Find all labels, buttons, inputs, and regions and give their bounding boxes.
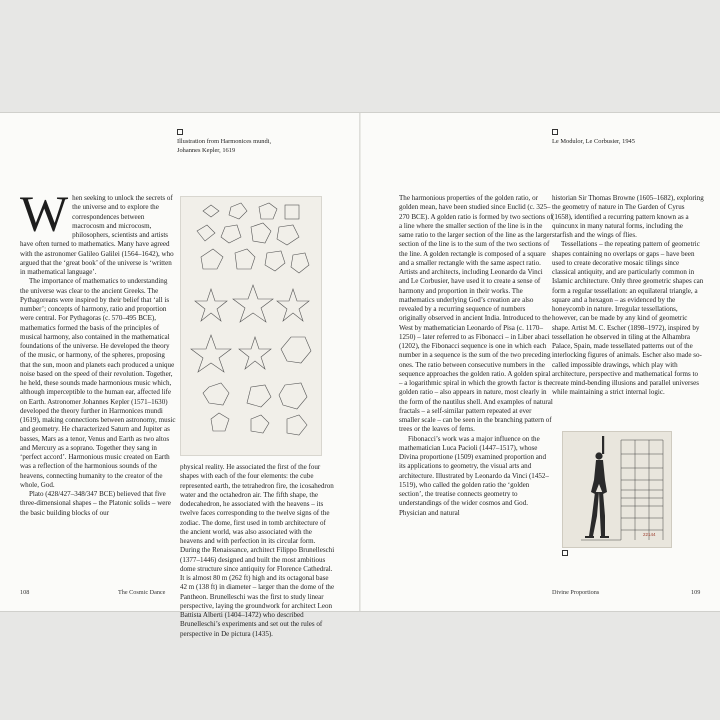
caption-marker-icon xyxy=(177,129,183,135)
page-number-left: 108 xyxy=(20,589,30,596)
caption-line: Le Modulor, Le Corbusier, 1945 xyxy=(552,138,635,145)
kepler-caption xyxy=(177,129,327,155)
paragraph: historian Sir Thomas Browne (1605–1682), exploring the geometry of nature in The Garden of Cyrus (1658), identified a recurring pattern known as a quincunx in many natural forms, including the starfish and the wings of flies. xyxy=(552,194,704,239)
opening-paragraph xyxy=(20,187,176,277)
paragraph: The importance of mathematics to understanding the universe was clear to the ancient Greeks. The Pythagoreans were inspired by their belief that ‘all is number’; concepts of harmony, ratio and proportion were central. For Pythagoras (c. 570–495 BCE), mathematics formed the basis of the principles of musical harmony, also contained in the mathematical foundations of the universe. He developed the theory of the music, or harmony, of the spheres, proposing that the sun, moon and planets each produced a unique noise based on the speed of their revolution. Together, he held, these sounds made harmonious music which, although imperceptible to the human ear, affected life on Earth. Astronomer Johannes Kepler (1571–1630) developed the theory further in Harmonices mundi (1619), making connections between astronomy, music and geometry. He characterized Saturn and Jupiter as basses, Mars as a tenor, Venus and Earth as two altos and Mercury as a soprano. Together they sang in ‘perfect accord’. Harmonious music created on Earth was a reflection of the harmonious sounds of the heavens, connecting humanity to the creator of the whole, God. xyxy=(20,277,176,489)
left-page xyxy=(0,113,359,638)
book-spread xyxy=(0,112,720,638)
caption-line: Illustration from Harmonices mundi, xyxy=(177,138,272,145)
right-column-2 xyxy=(552,194,704,398)
kepler-illustration xyxy=(180,196,322,456)
modulor-caption xyxy=(552,129,702,147)
platonic-solids-image xyxy=(181,197,321,455)
modulor-figure xyxy=(563,432,671,547)
running-head-left: The Cosmic Dance xyxy=(118,589,166,596)
paragraph: Fibonacci’s work was a major influence on the mathematician Luca Pacioli (1447–1517), whose Divina proportione (1509) examined proportion and its applications to geometry, the visual arts and architecture. Illustrated by Leonardo da Vinci (1452–1519), who called the golden ratio the ‘golden section’, the treatise connects geometry to understandings of the wider cosmos and God. Physician and natural xyxy=(399,434,549,517)
paragraph: physical reality. He associated the first of the four shapes with each of the four elements: the cube represented earth, the tetrahedron fire, the icosahedron water and the octahedron air. The fifth shape, the dodecahedron, he associated with the heavens – its twelve faces corresponding to the twelve signs of the zodiac. The dome, first used in tomb architecture of the ancient world, was also associated with the heavens and with perfection in its circular form. During the Renaissance, architect Filippo Brunelleschi (1377–1446) designed and built the most ambitious dome structure since antiquity for Florence Cathedral. It is almost 80 m (262 ft) high and its octagonal base 42 m (138 ft) in diameter – larger than the dome of the Pantheon. Brunelleschi was the first to study linear perspective, laying the groundwork for architect Leon Battista Alberti (1404–1472) who described Brunelleschi’s experiments and set out the rules of perspective in De pictura (1435). xyxy=(180,463,335,638)
running-head-right: Divine Proportions xyxy=(552,589,600,596)
left-column-2 xyxy=(180,463,336,639)
paragraph: Plato (428/427–348/347 BCE) believed that five three-dimensional shapes – the Platonic solids – were the basic building blocks of our xyxy=(20,490,171,517)
modulor-number: 22144 xyxy=(643,532,656,537)
modulor-image xyxy=(562,431,672,548)
drop-cap: W xyxy=(20,187,69,243)
paragraph: The harmonious properties of the golden ratio, or golden mean, have been studied since Euclid (c. 325–270 BCE). A golden ratio is formed by two sections of a line where the smaller section of the line is in the same ratio to the larger section of the line as the larger section of the line is to the sum of the two sections of the line. A golden rectangle is composed of a square and a smaller rectangle with the same aspect ratio. Artists and architects, including Leonardo da Vinci and Le Corbusier, have used it to create a sense of harmony and proportion in their works. The mathematics underlying God’s creation are also revealed by a recurring sequence of numbers originally observed in ancient India. Introduced to the West by mathematician Leonardo of Pisa (c. 1170–1250) – later referred to as Fibonacci – in Liber abaci (1202), the Fibonacci sequence is one in which each number in a sequence is the sum of the two preceding ones. The ratio between consecutive numbers in the sequence approaches the golden ratio. A golden spiral – a logarithmic spiral in which the growth factor is the golden ratio – also appears in nature, most clearly in the form of the nautilus shell. And examples of natural fractals – a self-similar pattern repeated at ever smaller scale – can be seen in the branching pattern of trees or the leaves of ferns. xyxy=(399,194,553,434)
paragraph-text: hen seeking to unlock the secrets of the universe and to explore the correspondences between macrocosm and microcosm, philosophers, scientists and artists have often turned to mathematics. Many have agreed with the astronomer Galileo Galilei (1564–1642), who argued that the ‘great book’ of the universe is ‘written in mathematical language’. xyxy=(20,194,174,276)
right-column-1 xyxy=(399,194,553,518)
caption-marker-icon xyxy=(552,129,558,135)
paragraph: Tessellations – the repeating pattern of geometric shapes containing no overlaps or gaps – have been used to create decorative mosaic tilings since classical antiquity, and are particularly common in Islamic architecture. Only three geometric shapes can form a regular tessellation: an equilateral triangle, a square and a hexagon – as evidenced by the honeycomb in nature. Irregular tessellations, however, can be made by any kind of geometric shape. Artist M. C. Escher (1898–1972), inspired by tessellation he observed in tiling at the Alhambra Palace, Spain, made tessellated patterns out of the interlocking figures of animals. Escher also made so-called impossible drawings, which play with architecture, perspective and mathematical forms to create mind-bending illusions and parallel universes while maintaining a strict internal logic. xyxy=(552,240,704,397)
right-page xyxy=(361,113,720,611)
image-marker-icon xyxy=(562,550,568,556)
caption-line: Johannes Kepler, 1619 xyxy=(177,146,236,154)
left-column-1 xyxy=(20,187,176,518)
page-number-right: 109 xyxy=(691,589,701,596)
